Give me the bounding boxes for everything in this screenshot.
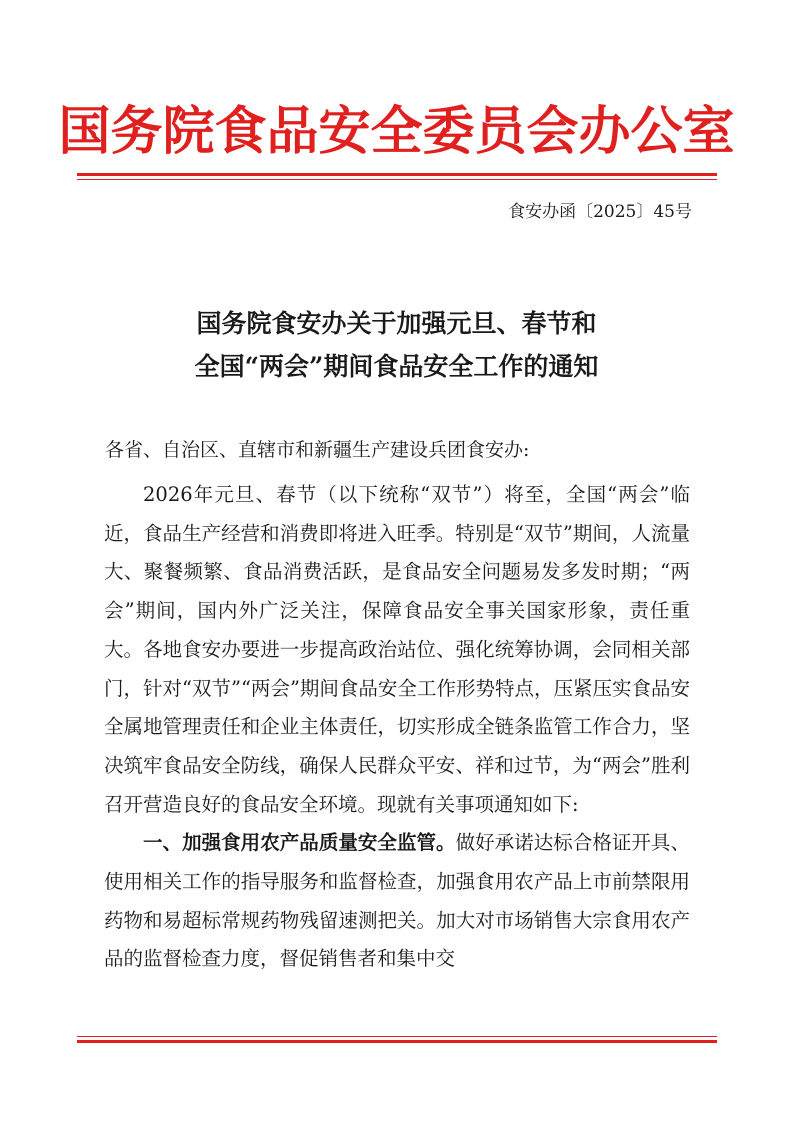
footer-red-rule-thin (77, 1036, 717, 1037)
salutation: 各省、自治区、直辖市和新疆生产建设兵团食安办: (105, 439, 530, 461)
footer-red-rule-thick (77, 1040, 717, 1043)
intro-paragraph: 2026年元旦、春节（以下统称“双节”）将至，全国“两会”临近，食品生产经营和消费即将进入旺季。特别是“双节”期间，人流量大、聚餐频繁、食品消费活跃，是食品安全问题易发多发时期；“两会”期间，国内外广泛关注，保障食品安全事关国家形象，责任重大。各地食安办要进一步提高政治站位、强化统筹协调，会同相关部门，针对“双节”“两会”期间食品安全工作形势特点，压紧压实食品安全属地管理责任和企业主体责任，切实形成全链条监管工作合力，坚决筑牢食品安全防线，确保人民群众平安、祥和过节，为“两会”胜利召开营造良好的食品安全环境。现就有关事项通知如下: (104, 483, 690, 816)
document-body (104, 476, 690, 979)
header-red-rule-thick (77, 173, 717, 176)
document-title-line-1: 国务院食安办关于加强元旦、春节和 (196, 309, 597, 338)
item-1-text: 做好承诺达标合格证开具、使用相关工作的指导服务和监督检查，加强食用农产品上市前禁限用药物和易超标常规药物残留速测把关。加大对市场销售大宗食用农产品的监督检查力度，督促销售者和集中交 (104, 831, 690, 971)
item-1-heading: 一、加强食用农产品质量安全监管。 (143, 831, 456, 855)
agency-header-title: 国务院食品安全委员会办公室 (58, 101, 735, 162)
document-title-line-2: 全国“两会”期间食品安全工作的通知 (194, 352, 599, 381)
document-number: 食安办函〔2025〕45号 (508, 202, 692, 222)
header-red-rule-thin (77, 179, 717, 180)
item-1-paragraph (104, 824, 690, 979)
